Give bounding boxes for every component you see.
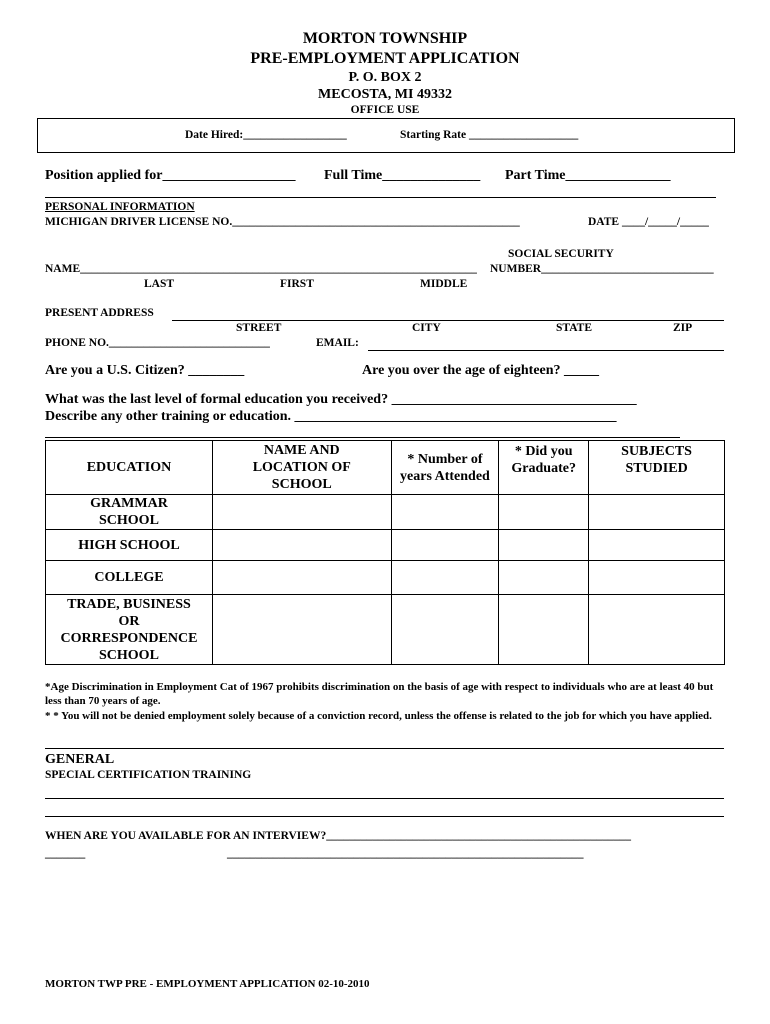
date-hired-field[interactable]: Date Hired:__________________ — [185, 129, 347, 141]
part-time-field[interactable]: Part Time_______________ — [505, 168, 671, 183]
conviction-note: * * You will not be denied employment solely because of a conviction record, unless the offense is related to the job for which you have applied. — [45, 710, 712, 722]
email-input-line[interactable] — [368, 350, 724, 351]
row-grammar-school: GRAMMAR SCHOOL — [46, 495, 213, 530]
age-discrimination-note: *Age Discrimination in Employment Cat of 1967 prohibits discrimination on the basis of age with respect to individuals who are at least 40 but less than 70 years of age. — [45, 681, 714, 707]
driver-license-field[interactable]: MICHIGAN DRIVER LICENSE NO.__________________________________________________ — [45, 216, 520, 228]
table-row — [46, 530, 725, 561]
starting-rate-field[interactable]: Starting Rate ___________________ — [400, 129, 579, 141]
full-time-field[interactable]: Full Time______________ — [324, 168, 481, 183]
township-title: MORTON TOWNSHIP — [302, 30, 468, 47]
education-level-question[interactable]: What was the last level of formal education you received? ___________________________________ — [45, 392, 637, 407]
header-education: EDUCATION — [46, 441, 213, 495]
divider — [45, 437, 680, 438]
cell-input[interactable] — [589, 595, 725, 665]
cell-input[interactable] — [499, 530, 589, 561]
cell-input[interactable] — [499, 561, 589, 595]
certification-line[interactable] — [45, 816, 724, 817]
cell-input[interactable] — [391, 595, 499, 665]
row-trade-school: TRADE, BUSINESS OR CORRESPONDENCE SCHOOL — [46, 595, 213, 665]
address-input-line[interactable] — [172, 320, 724, 321]
po-box: P. O. BOX 2 — [348, 70, 422, 85]
zip-label: ZIP — [673, 322, 693, 334]
cell-input[interactable] — [391, 561, 499, 595]
header-graduate: * Did you Graduate? — [499, 441, 589, 495]
cell-input[interactable] — [391, 530, 499, 561]
form-title: PRE-EMPLOYMENT APPLICATION — [250, 50, 520, 67]
position-applied-field[interactable]: Position applied for___________________ — [45, 168, 296, 183]
ssn-label: SOCIAL SECURITY — [508, 248, 614, 260]
row-college: COLLEGE — [46, 561, 213, 595]
table-row — [46, 595, 725, 665]
city-label: CITY — [412, 322, 441, 334]
cell-input[interactable] — [499, 595, 589, 665]
office-use-label: OFFICE USE — [350, 104, 420, 116]
date-field[interactable]: DATE ____/_____/_____ — [588, 216, 709, 228]
cell-input[interactable] — [212, 561, 391, 595]
table-row — [46, 561, 725, 595]
address-label: PRESENT ADDRESS — [45, 307, 154, 319]
cell-input[interactable] — [589, 495, 725, 530]
office-use-box — [37, 118, 735, 153]
cell-input[interactable] — [589, 530, 725, 561]
first-label: FIRST — [280, 278, 314, 290]
name-field[interactable]: NAME_____________________________________________________________________ — [45, 263, 477, 275]
header-subjects: SUBJECTS STUDIED — [589, 441, 725, 495]
street-label: STREET — [236, 322, 282, 334]
cell-input[interactable] — [391, 495, 499, 530]
phone-field[interactable]: PHONE NO.____________________________ — [45, 337, 270, 349]
citizen-question[interactable]: Are you a U.S. Citizen? ________ — [45, 363, 245, 378]
signature-line-short[interactable]: _______ — [45, 848, 86, 860]
cell-input[interactable] — [499, 495, 589, 530]
age-question[interactable]: Are you over the age of eighteen? _____ — [362, 363, 600, 378]
ssn-number-field[interactable]: NUMBER______________________________ — [490, 263, 714, 275]
cell-input[interactable] — [589, 561, 725, 595]
email-label: EMAIL: — [316, 337, 359, 349]
other-training-question[interactable]: Describe any other training or education. ______________________________________________ — [45, 409, 617, 424]
divider — [45, 748, 724, 749]
form-footer: MORTON TWP PRE - EMPLOYMENT APPLICATION 02-10-2010 — [45, 978, 370, 990]
certification-label: SPECIAL CERTIFICATION TRAINING — [45, 769, 252, 781]
last-label: LAST — [144, 278, 175, 290]
middle-label: MIDDLE — [420, 278, 468, 290]
certification-line[interactable] — [45, 798, 724, 799]
city-state-zip: MECOSTA, MI 49332 — [318, 87, 452, 102]
interview-availability-field[interactable]: WHEN ARE YOU AVAILABLE FOR AN INTERVIEW?_____________________________________________________ — [45, 830, 631, 842]
divider — [45, 197, 716, 198]
table-row — [46, 495, 725, 530]
cell-input[interactable] — [212, 495, 391, 530]
cell-input[interactable] — [212, 595, 391, 665]
general-heading: GENERAL — [45, 752, 115, 767]
header-years-attended: * Number of years Attended — [391, 441, 499, 495]
signature-line-long[interactable]: ______________________________________________________________ — [227, 848, 584, 860]
personal-info-heading: PERSONAL INFORMATION — [45, 201, 195, 213]
education-table — [45, 440, 725, 665]
table-header-row — [46, 441, 725, 495]
header-name-location: NAME AND LOCATION OF SCHOOL — [212, 441, 391, 495]
state-label: STATE — [556, 322, 593, 334]
row-high-school: HIGH SCHOOL — [46, 530, 213, 561]
cell-input[interactable] — [212, 530, 391, 561]
